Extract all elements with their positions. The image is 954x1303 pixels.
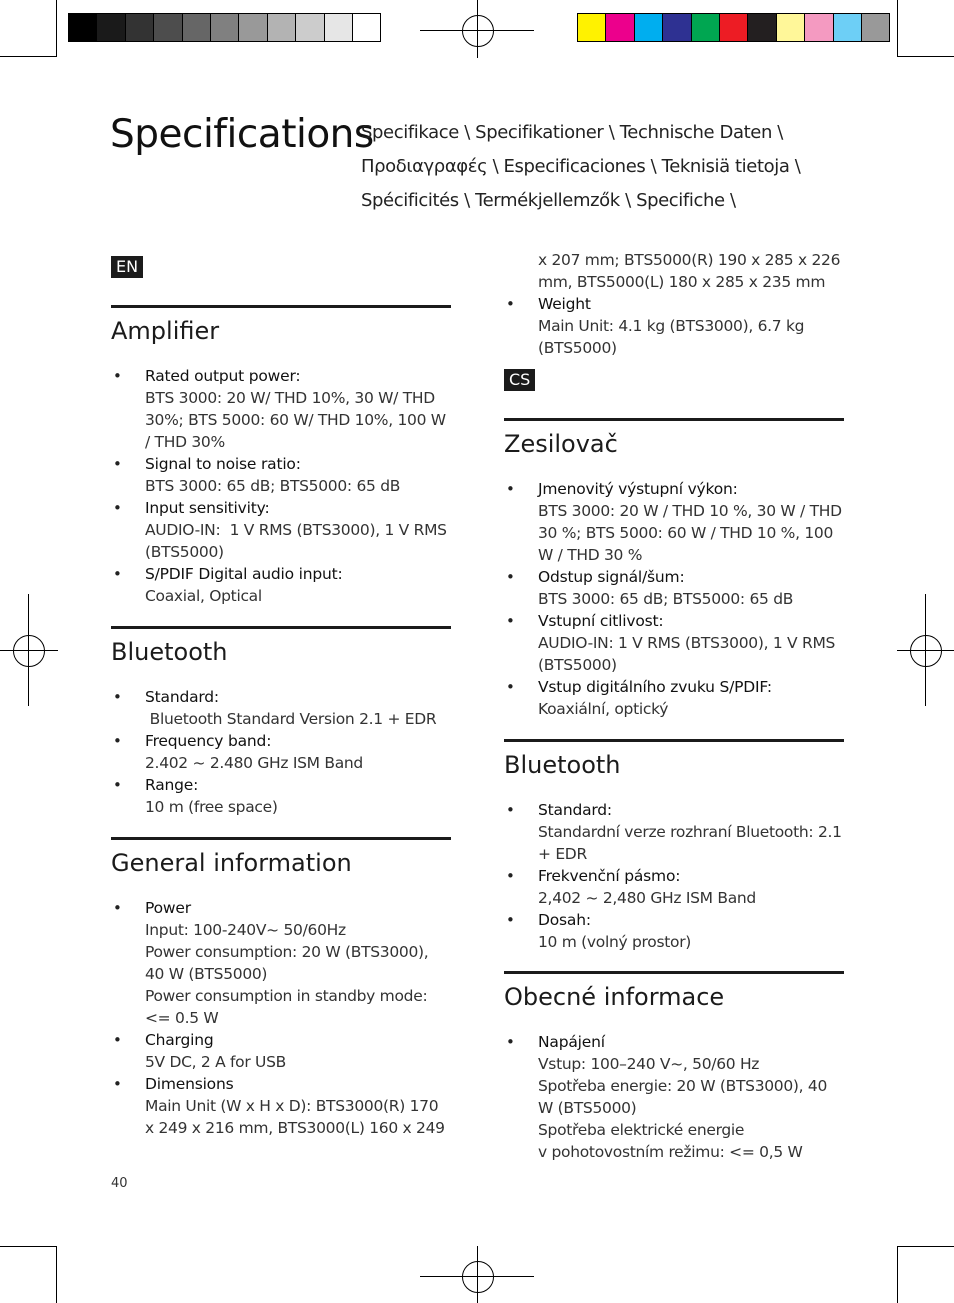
bullet-icon: • [506, 801, 515, 819]
section-rule [111, 837, 451, 840]
spec-list [504, 799, 847, 953]
page-title: Specifications [110, 112, 374, 157]
spec-list [111, 897, 451, 1139]
spec-value: Standardní verze rozhraní Bluetooth: 2.1 + EDR [538, 823, 847, 863]
language-badge-en: EN [111, 256, 143, 278]
color-swatch [862, 14, 889, 41]
list-item [504, 566, 844, 610]
spec-label: Weight [538, 295, 591, 313]
right-column-zesilovac [504, 418, 847, 720]
bullet-icon: • [113, 1075, 122, 1093]
section-title: Zesilovač [504, 430, 618, 458]
spec-value: Coaxial, Optical [145, 587, 262, 605]
list-item [111, 563, 451, 607]
list-item [504, 909, 844, 953]
spec-list [504, 1031, 844, 1163]
crop-mark [0, 1246, 57, 1247]
list-item [111, 774, 451, 818]
bullet-icon: • [506, 678, 515, 696]
spec-value: 10 m (volný prostor) [538, 933, 692, 951]
bullet-icon: • [113, 732, 122, 750]
crop-mark [897, 56, 954, 57]
color-swatch [805, 14, 833, 41]
section-title: Amplifier [111, 317, 220, 345]
section-rule [111, 626, 451, 629]
bullet-icon: • [113, 688, 122, 706]
spec-value: AUDIO-IN: 1 V RMS (BTS3000), 1 V RMS (BTS5000) [145, 521, 452, 561]
spec-label: Jmenovitý výstupní výkon: [538, 480, 738, 498]
list-item [504, 249, 844, 293]
list-item [111, 730, 451, 774]
process-color-bar [577, 13, 890, 42]
spec-value: BTS 3000: 20 W / THD 10 %, 30 W / THD 30 %; BTS 5000: 60 W / THD 10 %, 100 W / THD 30 % [538, 502, 847, 564]
spec-label: Signal to noise ratio: [145, 455, 301, 473]
language-badge-cs: CS [504, 369, 535, 391]
spec-value: Bluetooth Standard Version 2.1 + EDR [145, 710, 437, 728]
right-column-bluetooth [504, 739, 847, 953]
spec-value: Main Unit (W x H x D): BTS3000(R) 170 x 249 x 216 mm, BTS3000(L) 160 x 249 [145, 1097, 445, 1137]
list-item [111, 686, 451, 730]
bullet-icon: • [113, 565, 122, 583]
list-item [111, 497, 451, 563]
bullet-icon: • [506, 911, 515, 929]
section-rule [504, 739, 844, 742]
spec-value: BTS 3000: 20 W/ THD 10%, 30 W/ THD 30%; BTS 5000: 60 W/ THD 10%, 100 W / THD 30% [145, 389, 451, 451]
list-item [504, 610, 844, 676]
spec-label: Range: [145, 776, 199, 794]
spec-label: Frekvenční pásmo: [538, 867, 681, 885]
crop-mark [56, 1246, 57, 1303]
section-title: General information [111, 849, 352, 877]
spec-label: Power [145, 899, 191, 917]
list-item [504, 1031, 844, 1163]
crop-mark [897, 1246, 954, 1247]
spec-label: Input sensitivity: [145, 499, 270, 517]
page-number: 40 [111, 1176, 128, 1191]
color-swatch [183, 14, 211, 41]
spec-label: Standard: [145, 688, 219, 706]
color-swatch [663, 14, 691, 41]
crop-mark [0, 56, 57, 57]
bullet-icon: • [506, 568, 515, 586]
color-swatch [777, 14, 805, 41]
color-swatch [353, 14, 380, 41]
list-item [111, 897, 451, 1029]
color-swatch [635, 14, 663, 41]
color-swatch [296, 14, 324, 41]
section-amplifier [111, 305, 451, 607]
list-item [504, 799, 847, 865]
spec-value: Koaxiální, optický [538, 700, 669, 718]
section-zesilovac [504, 418, 847, 720]
color-swatch [126, 14, 154, 41]
spec-list-continued [504, 249, 844, 359]
color-swatch [578, 14, 606, 41]
list-item [111, 365, 451, 453]
bullet-icon: • [506, 867, 515, 885]
spec-value: Main Unit: 4.1 kg (BTS3000), 6.7 kg (BTS5000) [538, 317, 809, 357]
bullet-icon: • [113, 367, 122, 385]
list-item [111, 1073, 451, 1139]
bullet-icon: • [113, 455, 122, 473]
spec-list [504, 478, 847, 720]
left-column [111, 305, 451, 607]
section-title: Obecné informace [504, 983, 725, 1011]
spec-label: Napájení [538, 1033, 605, 1051]
color-swatch [211, 14, 239, 41]
color-swatch [720, 14, 748, 41]
section-rule [504, 418, 844, 421]
color-swatch [69, 14, 97, 41]
section-general-information [111, 837, 451, 1139]
spec-list [111, 365, 451, 607]
color-swatch [239, 14, 267, 41]
spec-label: Odstup signál/šum: [538, 568, 685, 586]
color-swatch [692, 14, 720, 41]
bullet-icon: • [506, 295, 515, 313]
spec-label: Standard: [538, 801, 612, 819]
crop-mark [56, 0, 57, 57]
spec-label: Dosah: [538, 911, 591, 929]
bullet-icon: • [113, 499, 122, 517]
spec-value: BTS 3000: 65 dB; BTS5000: 65 dB [538, 590, 794, 608]
color-swatch [268, 14, 296, 41]
section-title: Bluetooth [111, 638, 228, 666]
spec-value: 10 m (free space) [145, 798, 278, 816]
color-swatch [154, 14, 182, 41]
color-swatch [748, 14, 776, 41]
list-item [111, 453, 451, 497]
section-bluetooth-cs [504, 739, 847, 953]
spec-value: 2.402 ~ 2.480 GHz ISM Band [145, 754, 363, 772]
section-bluetooth [111, 626, 451, 818]
list-item [504, 293, 844, 359]
bullet-icon: • [506, 480, 515, 498]
list-item [504, 676, 844, 720]
left-column-bluetooth [111, 626, 451, 818]
bullet-icon: • [113, 899, 122, 917]
grayscale-color-bar [68, 13, 381, 42]
section-obecne-informace [504, 971, 844, 1163]
bullet-icon: • [113, 776, 122, 794]
spec-value: 2,402 ~ 2,480 GHz ISM Band [538, 889, 756, 907]
section-title: Bluetooth [504, 751, 621, 779]
color-swatch [834, 14, 862, 41]
language-list-subtitle: Specifikace \ Specifikationer \ Technische Daten \ Προδιαγραφές \ Especificaciones \ Teknisiä tietoja \ Spécificités \ Termékjellemzők \ Specifiche \ [361, 122, 801, 211]
spec-label: Frequency band: [145, 732, 272, 750]
spec-label: Vstup digitálního zvuku S/PDIF: [538, 678, 772, 696]
section-rule [111, 305, 451, 308]
left-column-general [111, 837, 451, 1139]
spec-value: BTS 3000: 65 dB; BTS5000: 65 dB [145, 477, 401, 495]
bullet-icon: • [506, 612, 515, 630]
right-column-continued [504, 249, 844, 359]
spec-label: Vstupní citlivost: [538, 612, 664, 630]
spec-list [111, 686, 451, 818]
spec-label: Rated output power: [145, 367, 301, 385]
bullet-icon: • [113, 1031, 122, 1049]
crop-mark [897, 1246, 898, 1303]
color-swatch [606, 14, 634, 41]
list-item [504, 865, 844, 909]
spec-label: S/PDIF Digital audio input: [145, 565, 343, 583]
color-swatch [325, 14, 353, 41]
section-rule [504, 971, 844, 974]
spec-value: 5V DC, 2 A for USB [145, 1053, 286, 1071]
crop-mark [897, 0, 898, 57]
list-item [111, 1029, 451, 1073]
right-column-obecne [504, 971, 844, 1163]
bullet-icon: • [506, 1033, 515, 1051]
spec-value: Vstup: 100–240 V~, 50/60 Hz Spotřeba energie: 20 W (BTS3000), 40 W (BTS5000) Spotřeba elektrické energie v pohotovostním režimu: <= 0,5 W [538, 1055, 828, 1161]
list-item [504, 478, 847, 566]
spec-value: x 207 mm; BTS5000(R) 190 x 285 x 226 mm, BTS5000(L) 180 x 285 x 235 mm [538, 251, 845, 291]
spec-value: AUDIO-IN: 1 V RMS (BTS3000), 1 V RMS (BTS5000) [538, 634, 840, 674]
color-swatch [97, 14, 125, 41]
spec-label: Dimensions [145, 1075, 234, 1093]
spec-value: Input: 100-240V~ 50/60Hz Power consumption: 20 W (BTS3000), 40 W (BTS5000) Power consumption in standby mode: <= 0.5 W [145, 921, 429, 1027]
spec-label: Charging [145, 1031, 214, 1049]
